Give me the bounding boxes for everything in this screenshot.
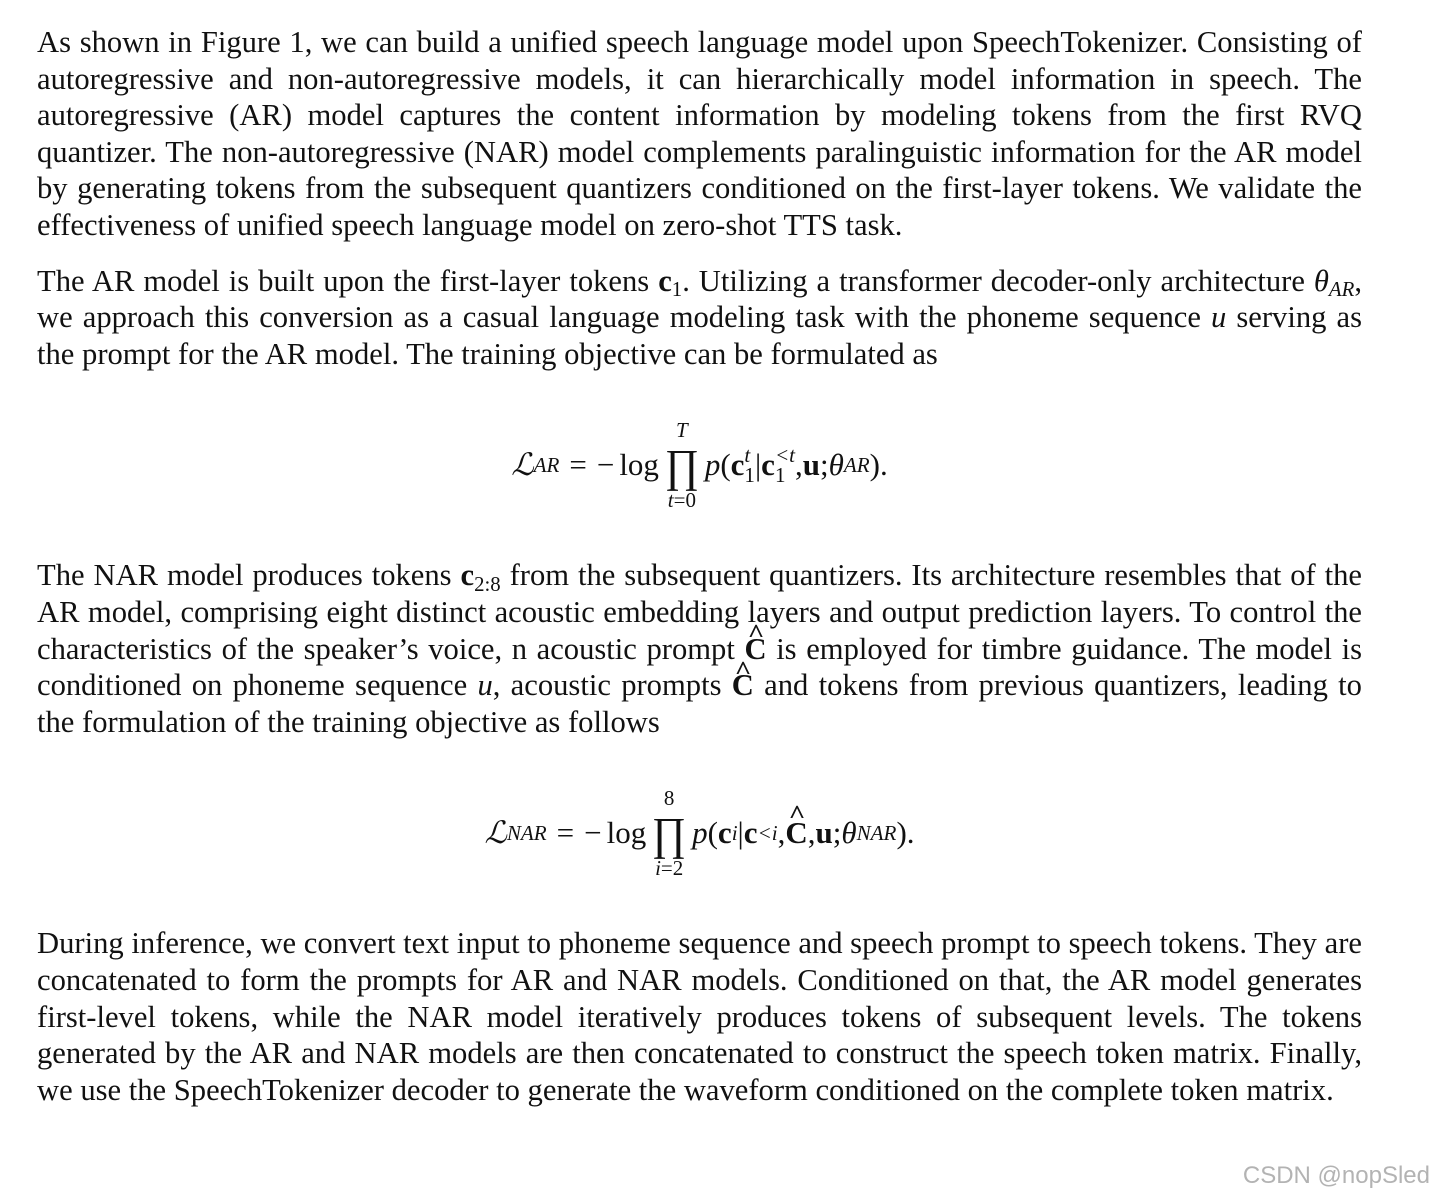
paragraph-ar-model: The AR model is built upon the first-layer tokens $c_1$. Utilizing a transformer decoder-only architecture $\theta_{AR}$, we approach this conversion as a casual language modeling task with the phoneme sequence u serving as the prompt for the AR model. The training objective can be formulated as [37,263,1362,371]
paragraph-nar-model: The NAR model produces tokens $c_{2:8}$ from the subsequent quantizers. Its architecture resembles that of the AR model, comprising eight distinct acoustic embedding layers and output prediction layers. To control the characteristics of the speaker’s voice, n acoustic prompt ^ C is employed for timbre guidance. The model is conditioned on phoneme sequence u, acoustic prompts ^ C and tokens from previous quantizers, leading to the formulation of the training objective as follows [37,557,1362,740]
equation-ar-loss: ℒ AR = − log T ∏ t=0 p ( c t 1 | c <t 1 , u ; θ AR ). [511,417,888,512]
watermark: CSDN @nopSled [1242,1162,1430,1189]
paper-body [37,24,1362,1108]
paragraph-inference: During inference, we convert text input to phoneme sequence and speech prompt to speech tokens. They are concatenated to form the prompts for AR and NAR models. Conditioned on that, the AR model generates first-level tokens, while the NAR model iteratively produces tokens of subsequent levels. The tokens generated by the AR and NAR models are then concatenated to construct the speech token matrix. Finally, we use the SpeechTokenizer decoder to generate the waveform conditioned on the complete token matrix. [37,926,1362,1107]
equation-nar-loss: ℒ NAR = − log 8 ∏ i=2 p ( c i | c <i , ^ C , u ; θ NAR ). [37,740,1362,925]
paragraph-intro: As shown in Figure 1, we can build a unified speech language model upon SpeechTokenizer. Consisting of autoregressive and non-autoregressive models, it can hierarchically model information in speech. The autoregressive (AR) model captures the content information by modeling tokens from the first RVQ quantizer. The non-autoregressive (NAR) model complements paralinguistic information for the AR model by generating tokens from the subsequent quantizers conditioned on the first-layer tokens. We validate the effectiveness of unified speech language model on zero-shot TTS task. [37,25,1362,242]
product-operator: T ∏ t=0 [664,417,699,512]
product-operator: 8 ∏ i=2 [652,785,687,880]
